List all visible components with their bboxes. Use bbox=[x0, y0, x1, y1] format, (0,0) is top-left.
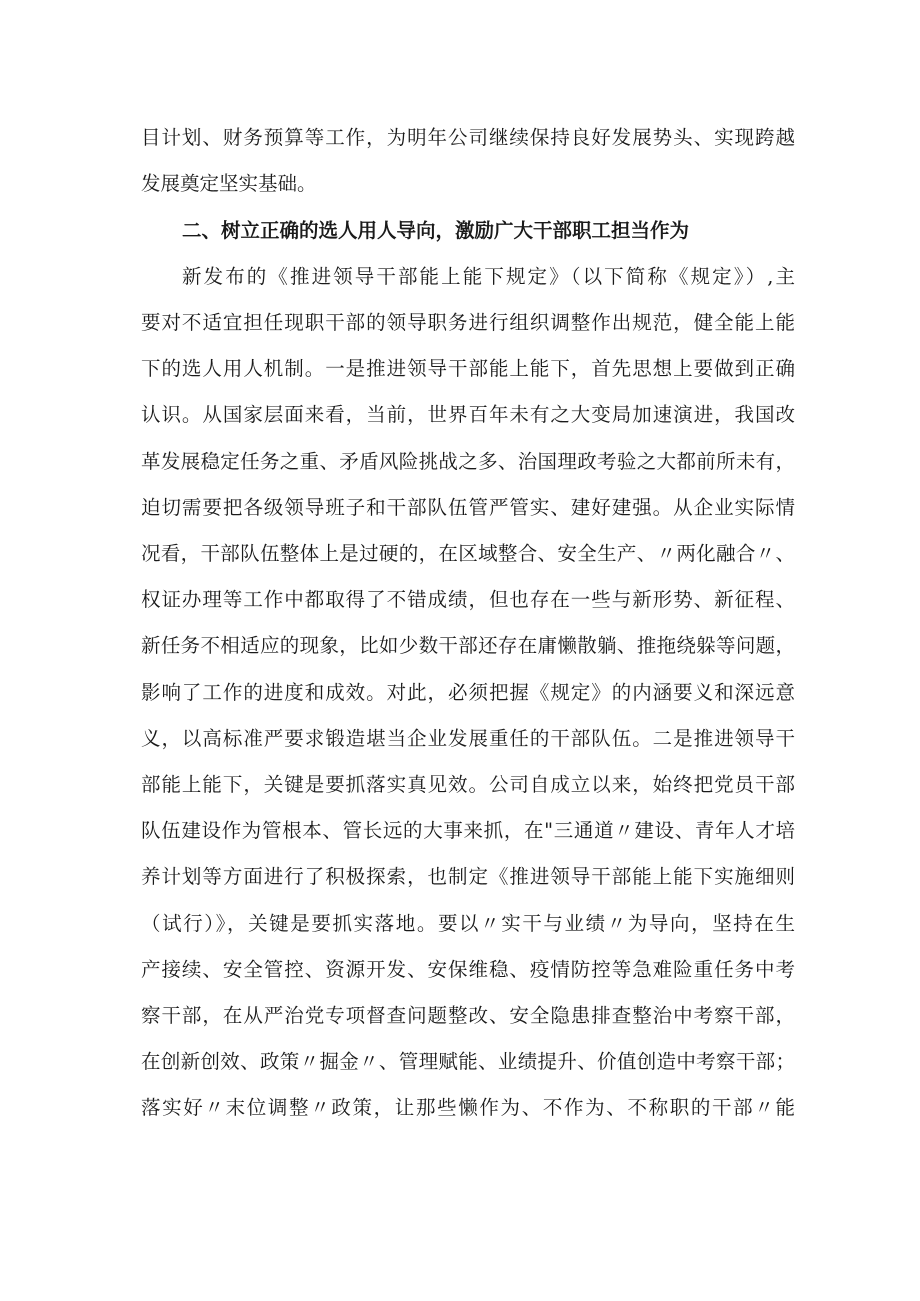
paragraph-line: 察干部，在从严治党专项督查问题整改、安全隐患排查整治中考察干部， bbox=[141, 1004, 795, 1027]
section-heading: 二、树立正确的选人用人导向，激励广大干部职工担当作为 bbox=[182, 219, 690, 242]
paragraph-line: 养计划等方面进行了积极探索，也制定《推进领导干部能上能下实施细则 bbox=[141, 865, 795, 888]
paragraph-line: 义，以高标准严要求锻造堪当企业发展重任的干部队伍。二是推进领导干 bbox=[141, 727, 795, 750]
paragraph-line: 况看，干部队伍整体上是过硬的，在区域整合、安全生产、〃两化融合〃、 bbox=[141, 542, 795, 565]
paragraph-line: （试行）》，关键是要抓实落地。要以〃实干与业绩〃为导向，坚持在生 bbox=[141, 912, 795, 935]
paragraph-line: 迫切需要把各级领导班子和干部队伍管严管实、建好建强。从企业实际情 bbox=[141, 496, 795, 519]
paragraph-line: 队伍建设作为管根本、管长远的大事来抓，在"三通道〃建设、青年人才培 bbox=[141, 819, 795, 842]
paragraph-line: 产接续、安全管控、资源开发、安保维稳、疫情防控等急难险重任务中考 bbox=[141, 958, 795, 981]
paragraph-line: 目计划、财务预算等工作，为明年公司继续保持良好发展势头、实现跨越 bbox=[141, 126, 795, 149]
paragraph-line: 新发布的《推进领导干部能上能下规定》（以下简称《规定》）,主 bbox=[182, 265, 795, 288]
paragraph-line: 要对不适宜担任现职干部的领导职务进行组织调整作出规范，健全能上能 bbox=[141, 311, 795, 334]
paragraph-line: 认识。从国家层面来看，当前，世界百年未有之大变局加速演进，我国改 bbox=[141, 403, 795, 426]
paragraph-line: 下的选人用人机制。一是推进领导干部能上能下，首先思想上要做到正确 bbox=[141, 357, 795, 380]
paragraph-line: 落实好〃末位调整〃政策，让那些懒作为、不作为、不称职的干部〃能 bbox=[141, 1096, 795, 1119]
paragraph-line: 发展奠定坚实基础。 bbox=[141, 172, 317, 195]
paragraph-line: 权证办理等工作中都取得了不错成绩，但也存在一些与新形势、新征程、 bbox=[141, 588, 795, 611]
paragraph-line: 在创新创效、政策〃掘金〃、管理赋能、业绩提升、价值创造中考察干部； bbox=[141, 1050, 795, 1073]
paragraph-line: 影响了工作的进度和成效。对此，必须把握《规定》的内涵要义和深远意 bbox=[141, 681, 795, 704]
paragraph-line: 新任务不相适应的现象，比如少数干部还存在庸懒散躺、推拖绕躲等问题， bbox=[141, 634, 795, 657]
paragraph-line: 部能上能下，关键是要抓落实真见效。公司自成立以来，始终把党员干部 bbox=[141, 773, 795, 796]
paragraph-line: 革发展稳定任务之重、矛盾风险挑战之多、治国理政考验之大都前所未有， bbox=[141, 450, 795, 473]
